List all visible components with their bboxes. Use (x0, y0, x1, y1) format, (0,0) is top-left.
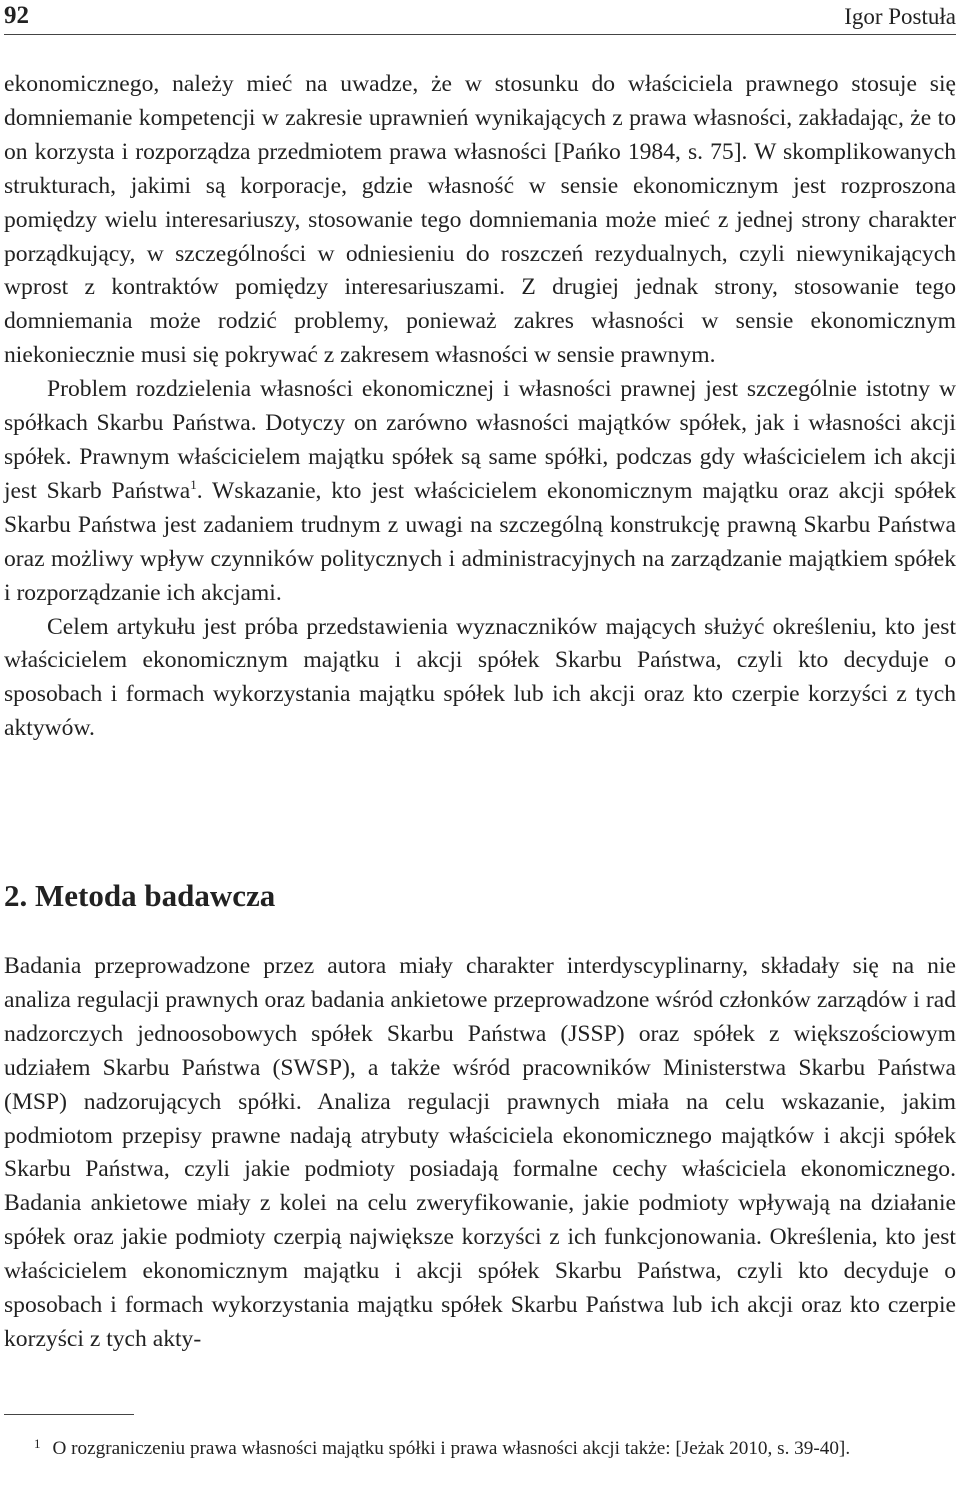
footnote-number: 1 (34, 1436, 41, 1451)
paragraph-2 (4, 373, 956, 610)
section-heading: 2. Metoda badawcza (4, 878, 276, 913)
running-head-author: Igor Postuła (844, 4, 956, 29)
body-text-upper (4, 68, 956, 746)
paragraph-3: Celem artykułu jest próba przedstawienia wyznaczników mających służyć określeniu, kto jest właścicielem ekonomicznym majątku i akcji spółek Skarbu Państwa, czyli kto decyduje o sposobach i formach wykorzystania majątku spółek lub ich akcji oraz kto czerpie korzyści z tych aktywów. (4, 613, 956, 742)
footnote-text: O rozgraniczeniu prawa własności majątku spółki i prawa własności akcji także: [Jeżak 2010, s. 39-40]. (52, 1438, 851, 1459)
page-number: 92 (4, 2, 29, 29)
paragraph-2-text-b: . Wskazanie, kto jest właścicielem ekonomicznym majątku oraz akcji spółek Skarbu Państwa jest zadaniem trudnym z uwagi na szczególną konstrukcję prawną Skarbu Państwa oraz możliwy wpływ czynników politycznych i administracyjnych na zarządzanie majątkiem spółek i rozporządzanie ich akcjami. (4, 477, 957, 606)
page-header (4, 0, 956, 35)
footnote-divider (4, 1414, 134, 1415)
footnote-reference[interactable]: 1 (190, 477, 197, 493)
paragraph-2-text-a: Problem rozdzielenia własności ekonomicznej i własności prawnej jest szczególnie istotny w spółkach Skarbu Państwa. Dotyczy on zarówno własności majątków spółek, jak i własności akcji spółek. Prawnym właścicielem majątku spółek są same spółki, podczas gdy właścicielem ich akcji jest Skarb Państwa (4, 376, 956, 504)
footnote (4, 1430, 956, 1462)
paragraph-1: ekonomicznego, należy mieć na uwadze, że w stosunku do właściciela prawnego stosuje się domniemanie kompetencji w zakresie uprawnień wynikających z prawa własności, zakładając, że to on korzysta i rozporządza przedmiotem prawa własności [Pańko 1984, s. 75]. W skomplikowanych strukturach, jakimi są korporacje, gdzie własność w sensie ekonomicznym jest rozproszona pomiędzy wielu interesariuszy, stosowanie tego domniemania może mieć z jednej strony charakter porządkujący, w szczególności w odniesieniu do roszczeń rezydualnych, czyli niewynikających wprost z kontraktów pomiędzy interesariuszami. Z drugiej jednak strony, stosowanie tego domniemania może rodzić problemy, ponieważ zakres własności w sensie ekonomicznym niekoniecznie musi się pokrywać z zakresem własności w sensie prawnym. (4, 71, 956, 369)
body-text-lower (4, 950, 956, 1357)
paragraph-4: Badania przeprowadzone przez autora miały charakter interdyscyplinarny, składały się na nie analiza regulacji prawnych oraz badania ankietowe przeprowadzone wśród członków zarządów i rad nadzorczych jednoosobowych spółek Skarbu Państwa (JSSP) oraz spółek z większościowym udziałem Skarbu Państwa (SWSP), a także wśród pracowników Ministerstwa Skarbu Państwa (MSP) nadzorujących spółki. Analiza regulacji prawnych miała na celu wskazanie, jakim podmiotom przepisy prawne nadają atrybuty właściciela ekonomicznego majątków i akcji spółek Skarbu Państwa, czyli jakie podmioty posiadają formalne cechy właściciela ekonomicznego. Badania ankietowe miały z kolei na celu zweryfikowanie, jakie podmioty wpływają na działanie spółek oraz jakie podmioty czerpią największe korzyści z ich funkcjonowania. Określenia, kto jest właścicielem ekonomicznym majątku i akcji spółek Skarbu Państwa, czyli kto decyduje o sposobach i formach wykorzystania majątku spółek Skarbu Państwa lub ich akcji oraz kto czerpie korzyści z tych akty- (4, 953, 956, 1352)
